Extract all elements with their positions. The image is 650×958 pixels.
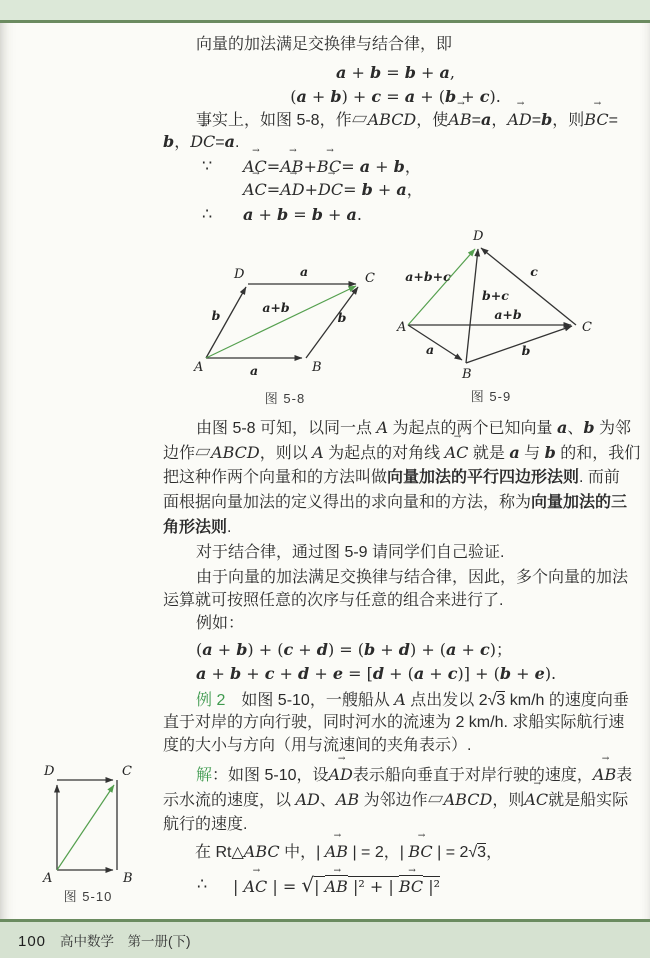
- vertex-D-label: D: [44, 764, 55, 779]
- para-associative-note: 对于结合律，通过图 5-9 请同学们自己验证.: [196, 544, 505, 561]
- para-parallelogram-rule-3: 把这种作两个向量和的方法叫做向量加法的平行四边形法则. 而前: [163, 469, 620, 486]
- because-symbol: ∵: [202, 158, 213, 175]
- figure-5-8-caption: 图 5-8: [264, 391, 306, 406]
- vector-AB: [408, 325, 462, 360]
- vertex-C-label: C: [122, 764, 132, 779]
- example-2-line-1: 例 2 如图 5-10，一艘船从 A 点出发以 2√3 km/h 的速度向垂: [196, 690, 629, 709]
- vector-BD: [466, 249, 478, 363]
- example-2-line-2: 直于对岸的方向行驶，同时河水的流速为 2 km/h. 求船实际航行速: [163, 714, 625, 731]
- example-formula-2: a + b + c + d + e = [d + (a + c)] + (b + e).: [196, 664, 557, 683]
- edge-b-right-label: b: [337, 310, 347, 325]
- vector-AD-diagonal: [408, 249, 475, 325]
- vector-BC: [466, 326, 572, 363]
- edge-b-left-label: b: [211, 308, 221, 323]
- solution-line-2: 示水流的速度，以 AD、AB 为邻边作▱ABCD，则AC →就是船实际: [163, 789, 628, 812]
- vertex-A-label: A: [194, 360, 204, 375]
- para-parallelogram-rule-5: 角形法则.: [163, 519, 232, 536]
- para-parallelogram-rule-4: 面根据向量加法的定义得出的求向量和的方法，称为向量加法的三: [163, 494, 628, 511]
- proof-formula-1: AC →=AB →+BC →= a + b，: [243, 156, 421, 178]
- vertex-C-label: C: [582, 320, 592, 335]
- vertex-B-label: B: [312, 360, 322, 375]
- proof-formula-2: AC →=AD →+DC →= b + a，: [243, 179, 423, 201]
- therefore-symbol: ∴: [202, 206, 213, 223]
- proof-conclusion: a + b = b + a.: [243, 205, 362, 224]
- therefore-symbol-2: ∴: [197, 876, 208, 893]
- edge-a-plus-b-plus-c-label: a+b+c: [405, 269, 451, 284]
- example-formula-1: (a + b) + (c + d) = (b + d) + (a + c)；: [196, 640, 512, 659]
- para-multi-add-1: 由于向量的加法满足交换律与结合律，因此，多个向量的加法: [196, 569, 629, 586]
- edge-a-bottom-label: a: [249, 363, 259, 378]
- vector-AC-diagonal: [206, 286, 356, 358]
- para-parallelogram-rule-1: 由图 5-8 可知，以同一点 A 为起点的两个已知向量 a、b 为邻: [196, 418, 631, 437]
- formula-associative: (a + b) + c = a + (b + c).: [290, 87, 501, 106]
- figure-5-8: [188, 258, 383, 386]
- example-2-line-3: 度的大小与方向（用与流速间的夹角表示）.: [163, 737, 472, 754]
- edge-b-plus-c-label: b+c: [482, 288, 509, 303]
- vertex-B-label: B: [462, 367, 472, 382]
- vertex-B-label: B: [123, 871, 133, 886]
- formula-commutative: a + b = b + a,: [336, 63, 455, 82]
- figure-5-9: [396, 230, 596, 382]
- figure-5-10-caption: 图 5-10: [63, 889, 113, 904]
- header-band: [0, 0, 650, 20]
- book-title: 高中数学 第一册(下): [60, 934, 191, 949]
- footer: [18, 930, 191, 950]
- figure-5-9-caption: 图 5-9: [470, 389, 512, 404]
- vector-AC-diagonal: [57, 785, 114, 870]
- vertex-A-label: A: [43, 871, 53, 886]
- edge-a-top-label: a: [299, 264, 309, 279]
- example-intro-label: 例如：: [196, 615, 245, 632]
- edge-c-label: c: [530, 264, 538, 279]
- para-multi-add-2: 运算就可按照任意的次序与任意的组合来进行了.: [163, 592, 504, 609]
- proof-setup-line-2: b，DC →=a.: [163, 131, 239, 154]
- vertex-A-label: A: [397, 320, 407, 335]
- header-rule: [0, 20, 650, 23]
- edge-b-label: b: [521, 343, 531, 358]
- solution-line-4: 在 Rt△ABC 中，| AB → | = 2，| BC → | = 2√3，: [195, 841, 502, 864]
- intro-line: 向量的加法满足交换律与结合律，即: [196, 36, 453, 53]
- proof-setup-line-1: 事实上，如图 5-8，作▱ABCD，使AB →=a，AD →=b，则BC →=: [196, 109, 618, 132]
- solution-formula-sqrt: | AC → | = √| AB → |² + | BC → |²: [233, 874, 440, 898]
- para-parallelogram-rule-2: 边作▱ABCD，则以 A 为起点的对角线 AC → 就是 a 与 b 的和，我们: [163, 442, 640, 465]
- vertex-C-label: C: [365, 271, 375, 286]
- solution-line-1: 解：如图 5-10，设AD →表示船向垂直于对岸行驶的速度，AB →表: [196, 764, 632, 787]
- edge-a-plus-b-label: a+b: [494, 307, 522, 322]
- vertex-D-label: D: [234, 267, 245, 282]
- figure-5-10: [38, 762, 138, 887]
- diagonal-a-plus-b-label: a+b: [262, 300, 290, 315]
- page-number: 100: [18, 933, 47, 950]
- vertex-D-label: D: [473, 229, 484, 244]
- edge-a-label: a: [425, 342, 435, 357]
- solution-line-3: 航行的速度.: [163, 816, 248, 833]
